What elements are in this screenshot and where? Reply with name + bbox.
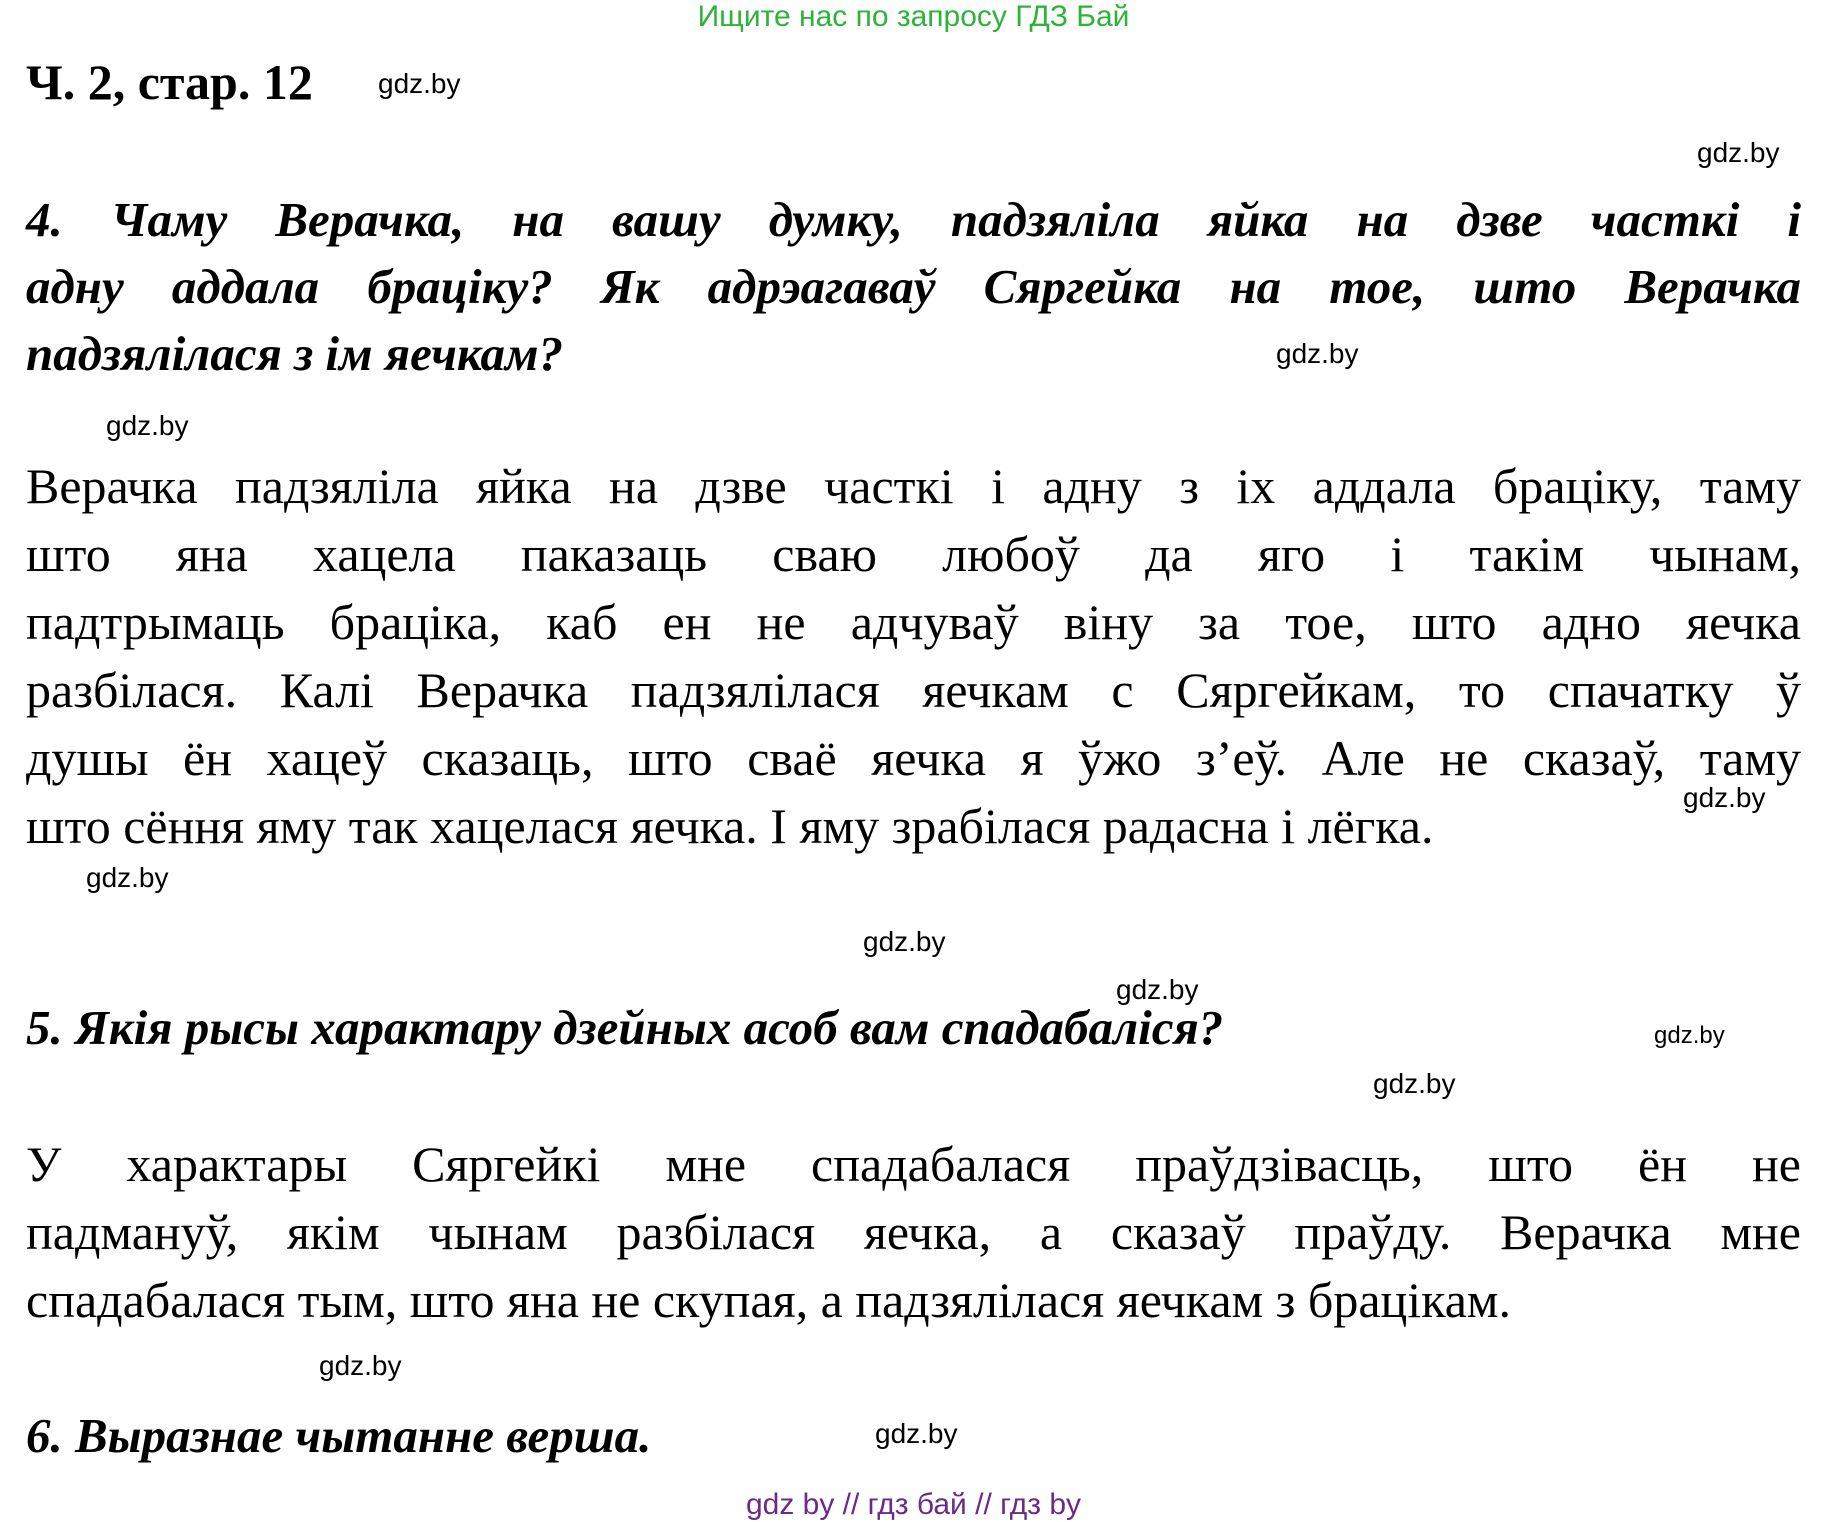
answer-4-line: разбiлася. Калі Верачка падзялілася яечкам с Сяргейкам, то спачатку ў	[26, 662, 1801, 718]
answer-4-line: Верачка падзяліла яйка на дзве часткі і адну з іх аддала брацiку, таму	[26, 458, 1801, 514]
top-banner: Ищите нас по запросу ГДЗ Бай	[697, 0, 1130, 33]
question-6-line: 6. Выразнае чытанне верша.	[26, 1408, 652, 1463]
watermark: gdz.by	[863, 926, 946, 957]
question-6	[26, 1402, 1801, 1469]
answer-4-line: падтрымаць брацiка, каб ен не адчуваў віну за тое, што адно яечка	[26, 594, 1801, 650]
watermark: gdz.by	[875, 1418, 958, 1449]
answer-4-line: што сёння яму так хацелася яечка. І яму зрабілася радасна і лёгка.	[26, 798, 1434, 854]
page-heading: Ч. 2, стар. 12	[26, 54, 313, 110]
answer-5-line: падмануў, якім чынам разбілася яечка, а сказаў праўду. Верачка мне	[26, 1204, 1801, 1260]
watermark: gdz.by	[1276, 338, 1359, 369]
watermark: gdz.by	[1654, 1022, 1725, 1049]
question-5-line: 5. Якія рысы характару дзейных асоб вам спадабаліся?	[26, 1000, 1224, 1055]
watermark: gdz.by	[1116, 974, 1199, 1005]
answer-4-line: што яна хацела паказаць сваю любоў да яго і такім чынам,	[26, 526, 1801, 582]
question-4-line: адну аддала брацiку? Як адрэагаваў Сяргейка на тое, што Верачка	[26, 259, 1801, 314]
watermark: gdz.by	[378, 68, 461, 99]
question-4-line: падзялілася з ім яечкам?	[26, 326, 564, 381]
answer-5	[26, 1130, 1801, 1334]
footer-links: gdz by // гдз бай // гдз by	[745, 1488, 1082, 1521]
watermark: gdz.by	[86, 862, 169, 893]
answer-5-line: У характары Сяргейкі мне спадабалася праўдзівасць, што ён не	[26, 1136, 1801, 1192]
answer-4-line: душы ён хацеў сказаць, што сваё яечка я ўжо з’еў. Але не сказаў, таму	[26, 730, 1801, 786]
watermark: gdz.by	[319, 1350, 402, 1381]
question-4	[26, 186, 1801, 387]
watermark: gdz.by	[1373, 1068, 1456, 1099]
answer-5-line: спадабалася тым, што яна не скупая, а падзялілася яечкам з брацікам.	[26, 1272, 1512, 1328]
watermark: gdz.by	[1683, 782, 1766, 813]
question-5	[26, 994, 1801, 1061]
answer-4	[26, 452, 1801, 860]
watermark: gdz.by	[1697, 137, 1780, 168]
question-4-line: 4. Чаму Верачка, на вашу думку, падзяліла яйка на дзве часткі і	[26, 192, 1801, 247]
watermark: gdz.by	[106, 410, 189, 441]
